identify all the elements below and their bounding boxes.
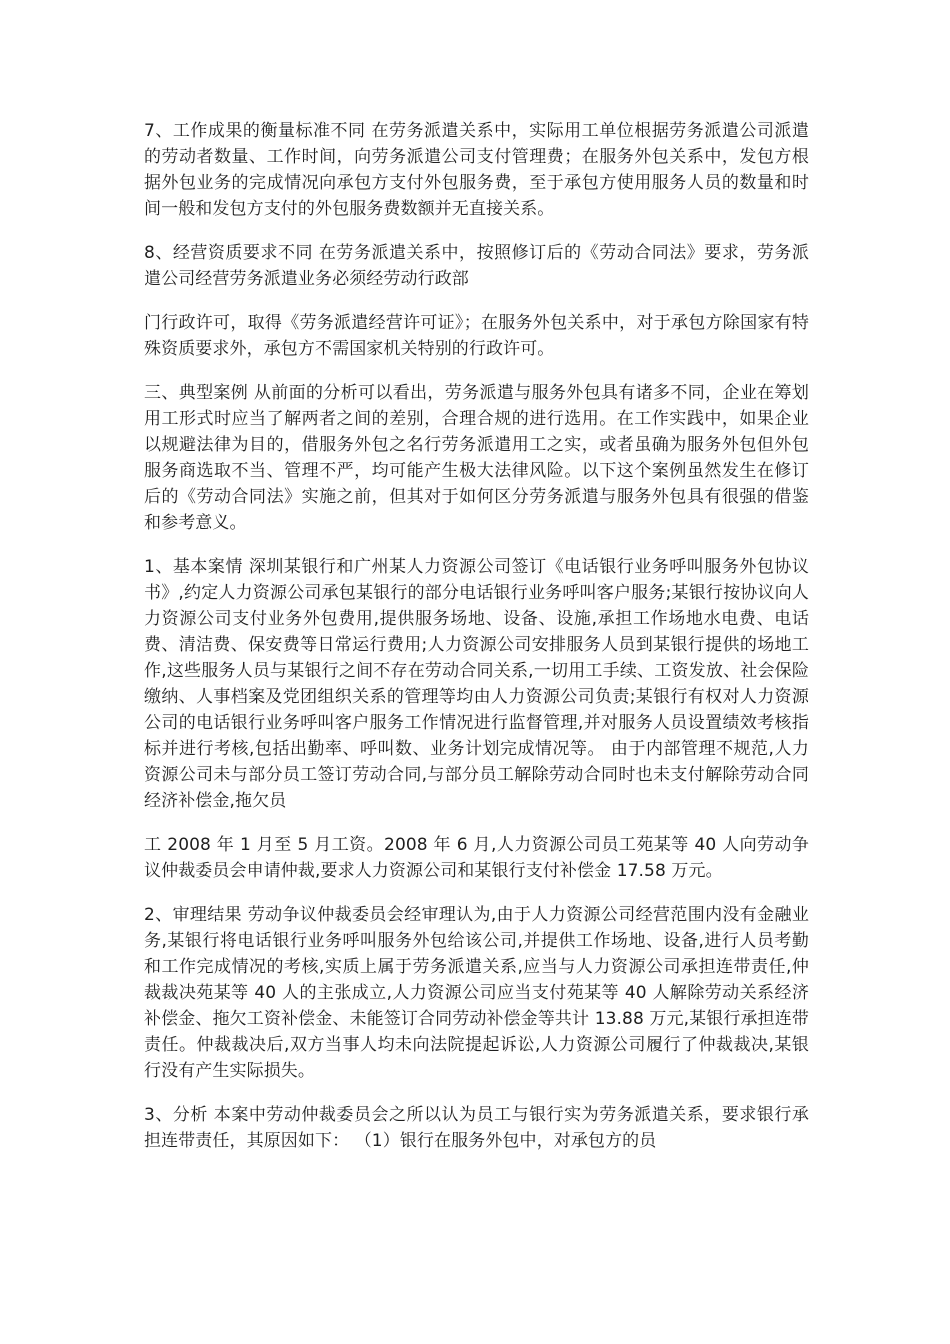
document-body (144, 118, 809, 1172)
paragraph-basic-case-facts-continued: 工 2008 年 1 月至 5 月工资。2008 年 6 月,人力资源公司员工苑某等 40 人向劳动争议仲裁委员会申请仲裁,要求人力资源公司和某银行支付补偿金 17.58 万元。 (144, 835, 809, 881)
paragraph-trial-result: 2、审理结果 劳动争议仲裁委员会经审理认为,由于人力资源公司经营范围内没有金融业务,某银行将电话银行业务呼叫服务外包给该公司,并提供工作场地、设备,进行人员考勤和工作完成情况的考核,实质上属于劳务派遣关系,应当与人力资源公司承担连带责任,仲裁裁决苑某等 40 人的主张成立,人力资源公司应当支付苑某等 40 人解除劳动关系经济补偿金、拖欠工资补偿金、未能签订合同劳动补偿金等共计 13.88 万元,某银行承担连带责任。仲裁裁决后,双方当事人均未向法院提起诉讼,人力资源公司履行了仲裁裁决,某银行没有产生实际损失。 (144, 905, 809, 1081)
paragraph-analysis: 3、分析 本案中劳动仲裁委员会之所以认为员工与银行实为劳务派遣关系，要求银行承担连带责任，其原因如下： （1）银行在服务外包中，对承包方的员 (144, 1105, 809, 1151)
paragraph-8-qualification-part-2: 门行政许可，取得《劳务派遣经营许可证》；在服务外包关系中，对于承包方除国家有特殊资质要求外，承包方不需国家机关特别的行政许可。 (144, 313, 809, 359)
paragraph-8-qualification-part-1: 8、经营资质要求不同 在劳务派遣关系中，按照修订后的《劳动合同法》要求，劳务派遣公司经营劳务派遣业务必须经劳动行政部 (144, 243, 809, 289)
paragraph-7-work-result-standard: 7、工作成果的衡量标准不同 在劳务派遣关系中，实际用工单位根据劳务派遣公司派遣的劳动者数量、工作时间，向劳务派遣公司支付管理费；在服务外包关系中，发包方根据外包业务的完成情况向承包方支付外包服务费，至于承包方使用服务人员的数量和时间一般和发包方支付的外包服务费数额并无直接关系。 (144, 121, 809, 219)
paragraph-typical-case-intro: 三、典型案例 从前面的分析可以看出，劳务派遣与服务外包具有诸多不同，企业在筹划用工形式时应当了解两者之间的差别，合理合规的进行选用。在工作实践中，如果企业以规避法律为目的，借服务外包之名行劳务派遣用工之实，或者虽确为服务外包但外包服务商选取不当、管理不严，均可能产生极大法律风险。以下这个案例虽然发生在修订后的《劳动合同法》实施之前，但其对于如何区分劳务派遣与服务外包具有很强的借鉴和参考意义。 (144, 383, 809, 533)
paragraph-basic-case-facts: 1、基本案情 深圳某银行和广州某人力资源公司签订《电话银行业务呼叫服务外包协议书》,约定人力资源公司承包某银行的部分电话银行业务呼叫客户服务;某银行按协议向人力资源公司支付业务外包费用,提供服务场地、设备、设施,承担工作场地水电费、电话费、清洁费、保安费等日常运行费用;人力资源公司安排服务人员到某银行提供的场地工作,这些服务人员与某银行之间不存在劳动合同关系,一切用工手续、工资发放、社会保险缴纳、人事档案及党团组织关系的管理等均由人力资源公司负责;某银行有权对人力资源公司的电话银行业务呼叫客户服务工作情况进行监督管理,并对服务人员设置绩效考核指标并进行考核,包括出勤率、呼叫数、业务计划完成情况等。 由于内部管理不规范,人力资源公司未与部分员工签订劳动合同,与部分员工解除劳动合同时也未支付解除劳动合同经济补偿金,拖欠员 (144, 557, 809, 811)
